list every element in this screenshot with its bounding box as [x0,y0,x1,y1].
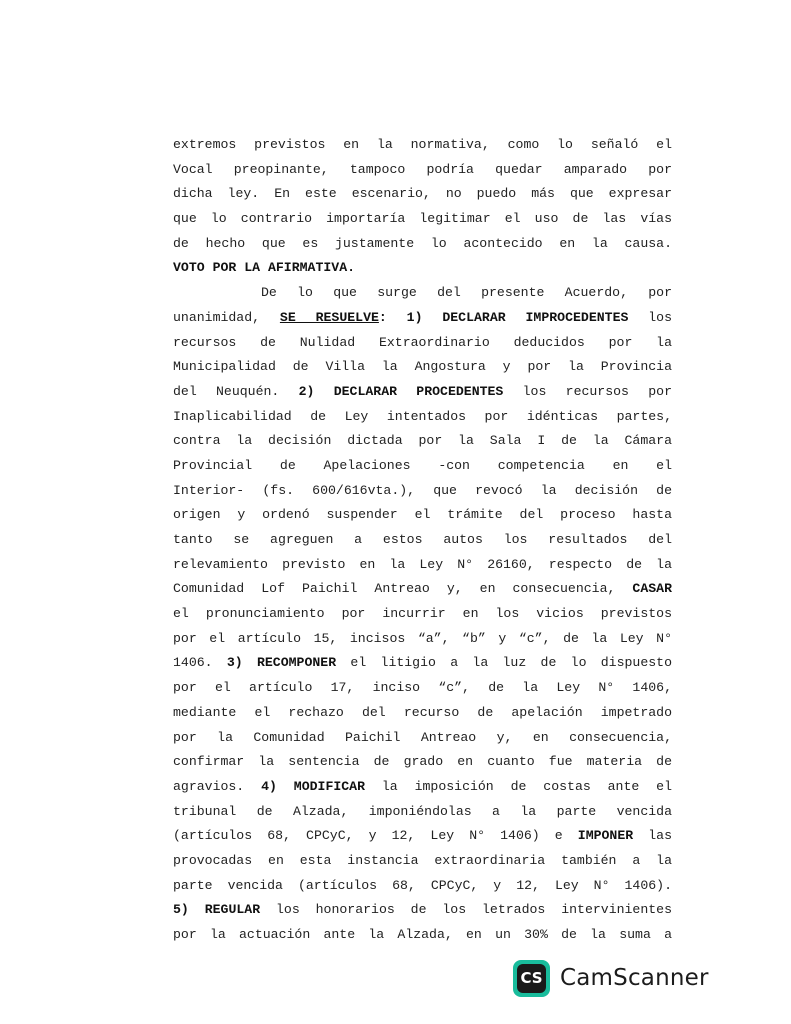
text-line: por la Comunidad Paichil Antreao y, en consecuencia, [173,729,672,745]
text-line: 5) REGULAR los honorarios de los letrados intervinientes [173,902,672,918]
document-body [173,133,672,948]
text-line: Vocal preopinante, tampoco podría quedar amparado por [173,161,672,177]
text-line: Inaplicabilidad de Ley intentados por idénticas partes, [173,408,672,424]
text-line: 1406. 3) RECOMPONER el litigio a la luz de lo dispuesto [173,655,672,671]
text-line: Comunidad Lof Paichil Antreao y, en consecuencia, CASAR [173,581,672,597]
text-line: extremos previstos en la normativa, como lo señaló el [173,137,672,152]
text-line: mediante el rechazo del recurso de apelación impetrado [173,704,672,720]
text-line: Municipalidad de Villa la Angostura y por la Provincia [173,359,672,375]
text-line: Provincial de Apelaciones -con competencia en el [173,457,672,473]
text-line: que lo contrario importaría legitimar el uso de las vías [173,211,672,227]
text-line: unanimidad, SE RESUELVE: 1) DECLARAR IMPROCEDENTES los [173,309,672,325]
text-line: contra la decisión dictada por la Sala I de la Cámara [173,433,672,449]
vote-heading: VOTO POR LA AFIRMATIVA [173,260,348,276]
text-line: (artículos 68, CPCyC, y 12, Ley N° 1406) e IMPONER las [173,828,672,844]
text-line: dicha ley. En este escenario, no puedo más que expresar [173,186,672,202]
text-line: de hecho que es justamente lo acontecido en la causa. [173,235,672,251]
text-line: VOTO POR LA AFIRMATIVA. [173,260,356,276]
text-line: del Neuquén. 2) DECLARAR PROCEDENTES los recursos por [173,383,672,399]
text-line: por la actuación ante la Alzada, en un 30% de la suma a [173,927,672,942]
text-line: Interior- (fs. 600/616vta.), que revocó la decisión de [173,482,672,498]
text-line: relevamiento previsto en la Ley N° 26160, respecto de la [173,556,672,572]
text-line: por el artículo 17, inciso “c”, de la Ley N° 1406, [173,680,672,696]
camscanner-watermark [513,958,709,998]
text-line: por el artículo 15, incisos “a”, “b” y “c”, de la Ley N° [173,630,672,646]
text-line: tribunal de Alzada, imponiéndolas a la parte vencida [173,803,672,819]
text-line: De lo que surge del presente Acuerdo, por [261,285,672,301]
text-line: el pronunciamiento por incurrir en los vicios previstos [173,606,672,622]
text-line: tanto se agreguen a estos autos los resultados del [173,532,672,547]
text-line: agravios. 4) MODIFICAR la imposición de costas ante el [173,778,672,794]
text-line: recursos de Nulidad Extraordinario deducidos por la [173,334,672,350]
camscanner-brand: CamScanner [560,965,709,991]
text-line: origen y ordenó suspender el trámite del proceso hasta [173,507,672,523]
text-line: parte vencida (artículos 68, CPCyC, y 12, Ley N° 1406). [173,877,672,893]
text-line: confirmar la sentencia de grado en cuanto fue materia de [173,754,672,770]
text-line: provocadas en esta instancia extraordinaria también a la [173,852,672,868]
camscanner-logo-icon: CS [513,960,550,997]
resolution-heading: SE RESUELVE [279,309,379,325]
